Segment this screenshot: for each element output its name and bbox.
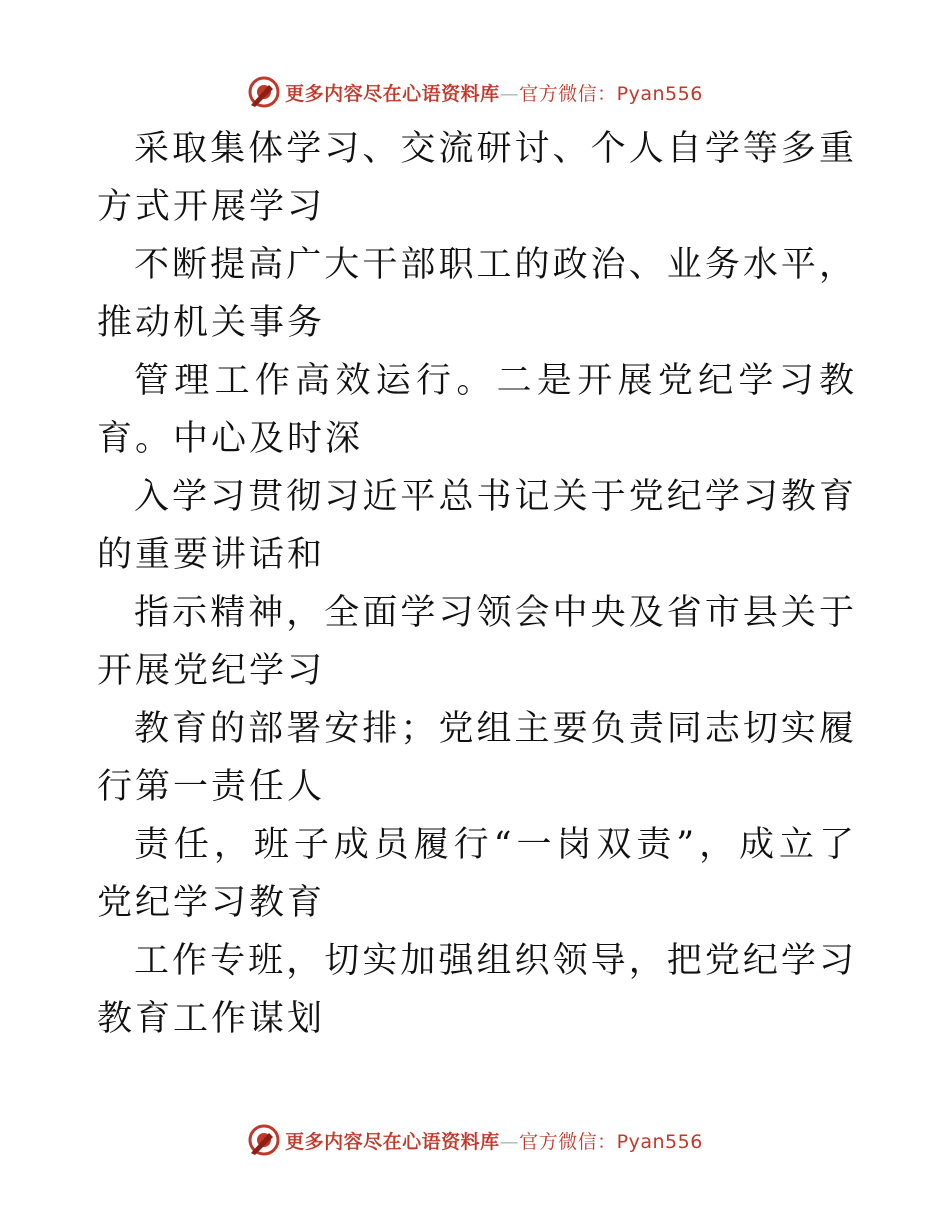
watermark-text: 更多内容尽在心语资料库—官方微信：Pyan556 — [285, 1130, 703, 1153]
paragraph: 不断提高广大干部职工的政治、业务水平，推动机关事务 — [97, 245, 857, 343]
paragraph: 管理工作高效运行。二是开展党纪学习教育。中心及时深 — [97, 361, 857, 459]
paragraph: 责任，班子成员履行“一岗双责”，成立了党纪学习教育 — [97, 825, 857, 923]
watermark-text: 更多内容尽在心语资料库—官方微信：Pyan556 — [285, 82, 703, 105]
document-body — [97, 120, 857, 1048]
paragraph: 教育的部署安排；党组主要负责同志切实履行第一责任人 — [97, 709, 857, 807]
header-watermark — [0, 72, 950, 112]
footer-watermark — [0, 1120, 950, 1160]
paragraph: 工作专班，切实加强组织领导，把党纪学习教育工作谋划 — [97, 941, 857, 1039]
pen-logo-icon — [247, 1123, 281, 1157]
pen-logo-icon — [247, 75, 281, 109]
paragraph: 采取集体学习、交流研讨、个人自学等多重方式开展学习 — [97, 129, 857, 227]
paragraph: 入学习贯彻习近平总书记关于党纪学习教育的重要讲话和 — [97, 477, 857, 575]
paragraph: 指示精神，全面学习领会中央及省市县关于开展党纪学习 — [97, 593, 857, 691]
